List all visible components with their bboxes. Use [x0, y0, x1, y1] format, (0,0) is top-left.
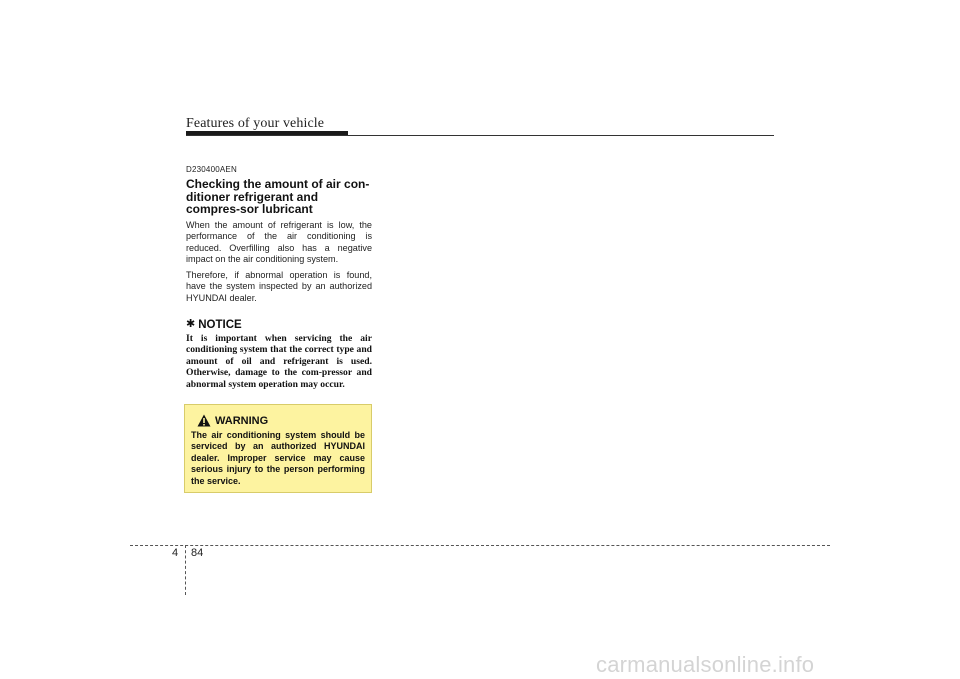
warning-box	[184, 404, 372, 493]
notice-title: NOTICE	[198, 318, 242, 331]
paragraph-refrigerant-level: When the amount of refrigerant is low, the performance of the air conditioning is reduced. Overfilling also has a negative impact on the air conditioning system.	[186, 219, 372, 265]
notice-star-icon: ✱	[186, 318, 196, 331]
footer-rule	[130, 545, 830, 546]
header-title: Features of your vehicle	[186, 116, 325, 131]
footer-divider	[185, 545, 186, 595]
warning-triangle-icon	[197, 414, 211, 427]
header-rule	[186, 135, 774, 136]
section-code: D230400AEN	[186, 165, 237, 174]
notice-heading	[186, 319, 372, 331]
section-heading: Checking the amount of air con-ditioner refrigerant and compres-sor lubricant	[186, 177, 370, 216]
warning-heading	[197, 414, 365, 427]
watermark: carmanualsonline.info	[596, 652, 815, 677]
warning-title: WARNING	[215, 414, 269, 427]
page-chapter-number: 4	[172, 547, 179, 559]
page-number: 84	[191, 547, 204, 559]
warning-text: The air conditioning system should be serviced by an authorized HYUNDAI dealer. Improper service may cause serious injury to the person performing the service.	[191, 430, 365, 486]
paragraph-inspection: Therefore, if abnormal operation is found, have the system inspected by an authorized HYUNDAI dealer.	[186, 269, 372, 304]
notice-text: It is important when servicing the air conditioning system that the correct type and amount of oil and refrigerant is used. Otherwise, damage to the com-pressor and abnormal system operation may occur.	[186, 332, 372, 391]
content-column	[186, 165, 372, 391]
